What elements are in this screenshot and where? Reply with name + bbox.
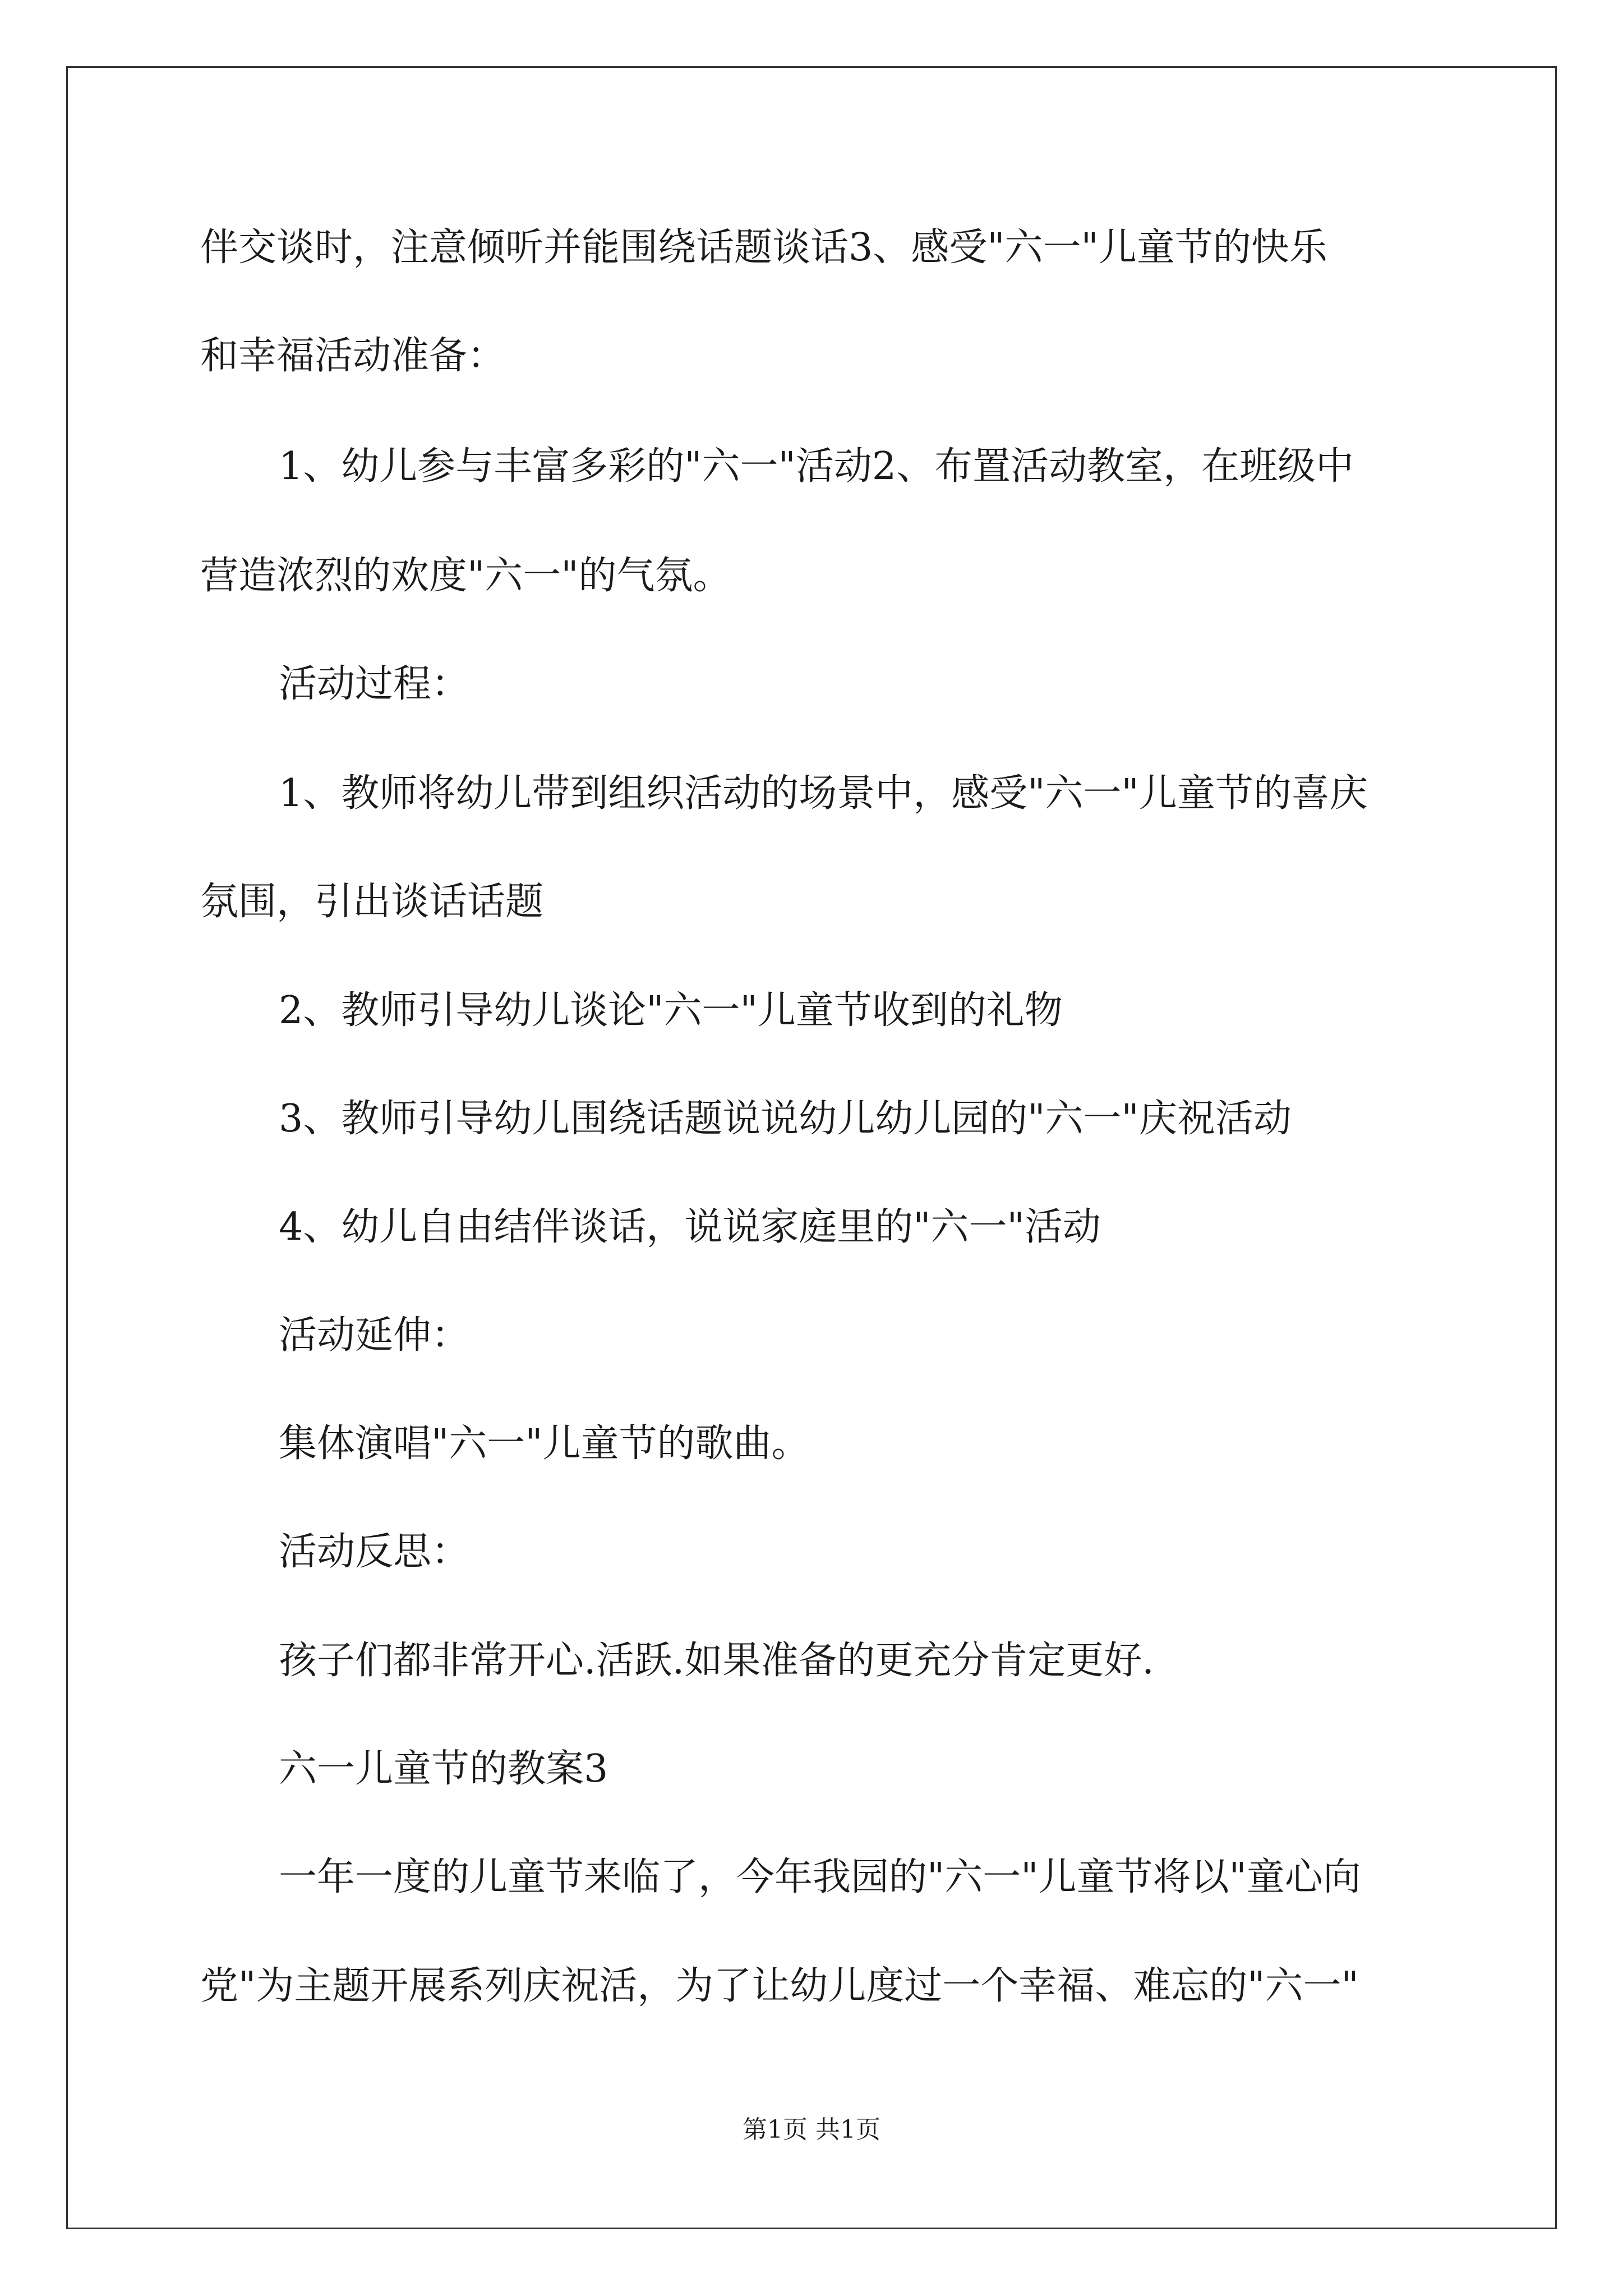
section-title: 六一儿童节的教案3 [279,1747,608,1791]
body-text-line: 孩子们都非常开心.活跃.如果准备的更充分肯定更好. [279,1639,1154,1683]
section-heading: 活动反思： [279,1530,470,1574]
body-text-line: 和幸福活动准备： [200,334,506,378]
body-text-line: 3、教师引导幼儿围绕话题说说幼儿幼儿园的"六一"庆祝活动 [279,1097,1292,1141]
page-footer: 第1页 共1页 [743,2115,880,2144]
page-border [66,66,1557,2229]
body-text-line: 一年一度的儿童节来临了，今年我园的"六一"儿童节将以"童心向 [279,1855,1361,1899]
body-text-line: 1、教师将幼儿带到组织活动的场景中，感受"六一"儿童节的喜庆 [279,771,1368,816]
section-heading: 活动延伸： [279,1313,470,1358]
body-text-line: 4、幼儿自由结伴谈话，说说家庭里的"六一"活动 [279,1205,1101,1249]
body-text-line: 氛围，引出谈话话题 [200,880,544,924]
body-text-line: 营造浓烈的欢度"六一"的气氛。 [200,554,731,598]
section-heading: 活动过程： [279,662,470,706]
body-text-line: 党"为主题开展系列庆祝活，为了让幼儿度过一个幸福、难忘的"六一" [200,1964,1359,2008]
body-text-line: 1、幼儿参与丰富多彩的"六一"活动2、布置活动教室，在班级中 [279,444,1354,489]
body-text-line: 伴交谈时，注意倾听并能围绕话题谈话3、感受"六一"儿童节的快乐 [200,226,1327,270]
body-text-line: 2、教师引导幼儿谈论"六一"儿童节收到的礼物 [279,988,1063,1033]
body-text-line: 集体演唱"六一"儿童节的歌曲。 [279,1421,810,1466]
